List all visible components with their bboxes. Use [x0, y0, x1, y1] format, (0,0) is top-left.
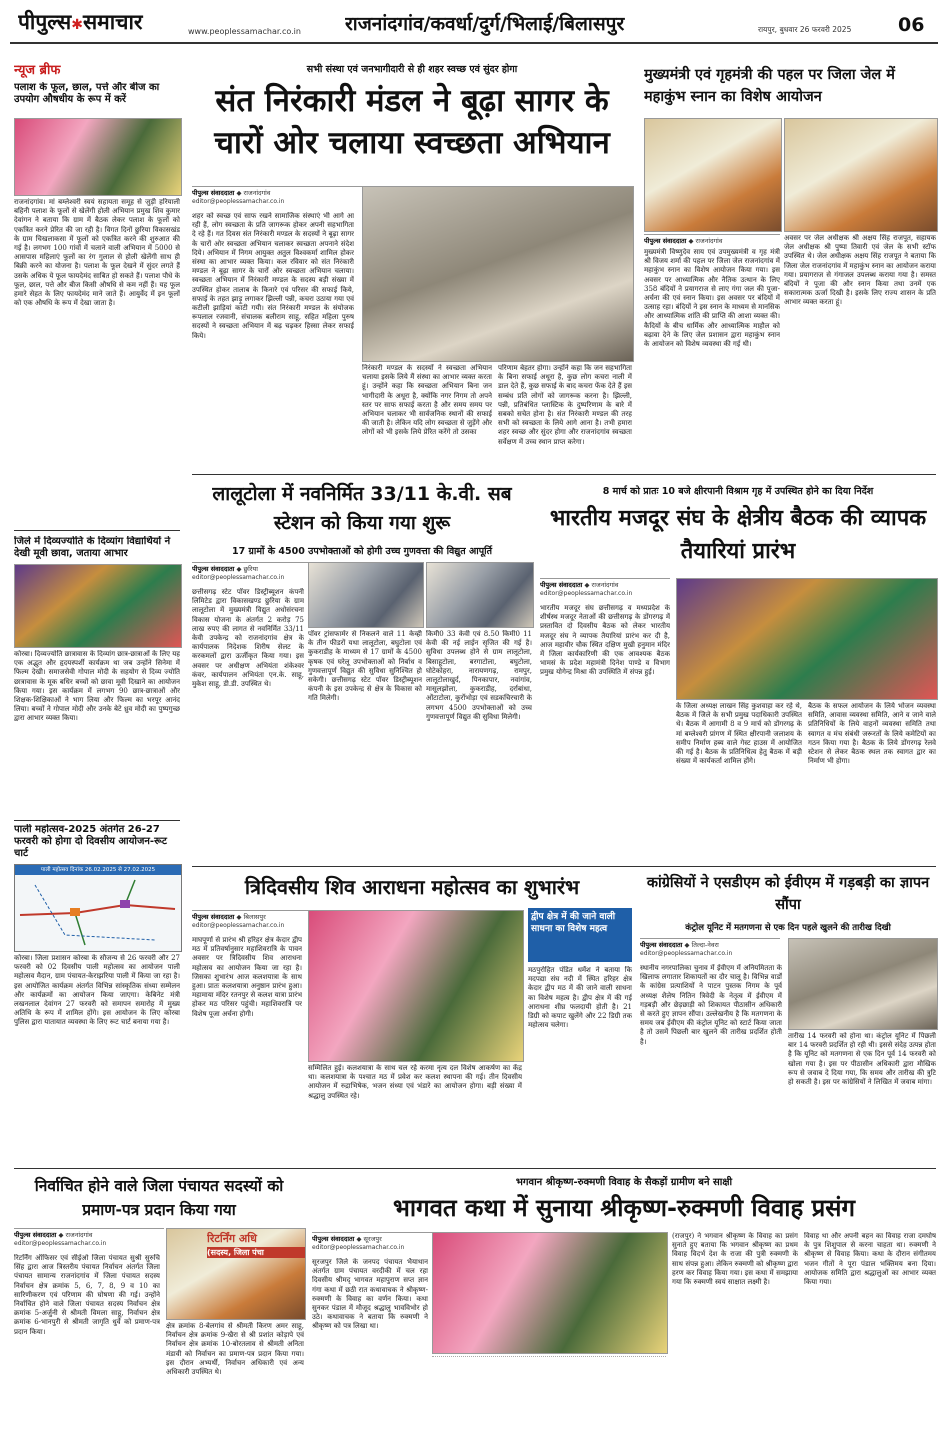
panchayat-email[interactable]: editor@peoplessamachar.co.in — [14, 1240, 107, 1247]
lead-byline-place: राजनांदगांव — [243, 189, 271, 197]
bms-photo — [676, 578, 938, 700]
news-brief-label: न्यूज ब्रीफ — [14, 63, 61, 78]
congress-byline-place: तिल्दा-नेवरा — [691, 941, 719, 949]
jail-col1: मुख्यमंत्री विष्णुदेव साय एवं उपमुख्यमंत्री व गृह मंत्री श्री विजय शर्मा की पहल पर जिला जेल राजनांदगांव में महाकुंभ स्नान का विशेष आयोजन किया गया। इस अवसर पर आध्यात्मिक और नैतिक उत्थान के लिए 358 बंदियों ने प्रयागराज से लाए गंगा जल की पूजा-अर्चना की एवं स्नान किया। इस अवसर पर बंदियों में उत्साह रहा। बंदियों ने इस स्नान के माध्यम से मानसिक और आध्यात्मिक शांति की प्राप्ति की आशा व्यक्त की। कैदियों के बीच धार्मिक और आध्यात्मिक माहौल को बढ़ावा देने के लिए जेल प्रशासन द्वारा महाकुंभ स्नान के आयोजन को विशेष व्यवस्था की गई थी। — [644, 248, 780, 349]
substation-email[interactable]: editor@peoplessamachar.co.in — [192, 574, 285, 581]
lead-col3: परिणाम बेहतर होगा। उन्होंने कहा कि जन सहभागिता के बिना सफाई अधूरा है, कुछ लोग कचरा नाली में डाल देते हैं, कुछ सफाई के बाद कचरा फेंक देते हैं इस सम्बंध प्रति लोगों को जागरूक करना है। झिल्ली, पन्नी, प्रतिबंधित प्लास्टिक के दुष्परिणाम के बारे में सबको सचेत होना है। संत निरंकारी मण्डल की तरह सभी को स्वच्छता के लिये आगे आना है। तभी हमारा शहर स्वच्छ और सुंदर होगा और राजनांदगांव स्वच्छता सर्वेक्षण में उच्च स्थान प्राप्त करेगा। — [498, 364, 632, 446]
jail-byline: पीपुल्स संवाददाता ◆ राजनांदगांव — [644, 234, 780, 245]
bms-byline: पीपुल्स संवाददाता ◆ राजनांदगांव — [540, 578, 670, 589]
route-road-main — [20, 905, 175, 915]
shiv-byline-name: पीपुल्स संवाददाता — [192, 913, 235, 921]
bhagwat-col3: विवाह था और अपनी बहन का विवाह राजा दमघोष के पुत्र शिशुपाल से करना चाहता था। रुक्मणी ने श्रीकृष्ण से विवाह किया। कथा के दौरान संगीतमय भजन गीतों ने पूरा पंडाल भक्तिमय बना दिया। आयोजक समिति द्वारा श्रद्धालुओं का आभार व्यक्त किया गया। — [804, 1232, 936, 1287]
congress-photo — [788, 938, 938, 1030]
route-map-title: पाली महोत्सव दिनांक 26.02.2025 से 27.02.2025 — [15, 865, 181, 875]
substation-headline: लालूटोला में नवनिर्मित 33/11 के.वी. सब स्टेशन को किया गया शुरू — [212, 483, 512, 534]
substation-byline-place: छुरिया — [243, 565, 258, 573]
bhagwat-byline-name: पीपुल्स संवाददाता — [312, 1235, 355, 1243]
lead-byline: पीपुल्स संवाददाता ◆ राजनांदगांव — [192, 186, 362, 197]
shiv-col2: सम्मिलित हुई। कलशयात्रा के साथ चल रहे करमा नृत्य दल विशेष आकर्षण का केंद्र था। कलशयात्रा के पश्चात मठ में प्रवेश कर कलश स्थापना की गई। तीन दिवसीय आयोजन में रुद्राभिषेक, भजन संध्या एवं भंडारे का आयोजन होगा। बड़ी संख्या में श्रद्धालु उपस्थित रहे। — [308, 1064, 522, 1100]
panchayat-photo — [166, 1228, 306, 1320]
panchayat-photo-banner-2: (सदस्य, जिला पंचा — [207, 1247, 305, 1258]
shiv-col1: माघपूर्णा से प्रारंभ श्री हरिहर क्षेत्र केदार द्वीप मठ में प्रतिवर्षानुसार महाशिवरात्रि के पावन अवसर पर त्रिदिवसीय शिव आराधना महोत्सव का आयोजन किया जा रहा है। जिसका शुभारंभ आज कलशयात्रा के साथ हुआ। प्रातः कलशयात्रा अनुष्ठान प्रारंभ हुआ। महामाया मंदिर रतनपुर से कलश यात्रा प्रारंभ होकर मठ परिसर पहुंची। महाशिवरात्रि पर विशेष पूजा अर्चना होगी। — [192, 936, 302, 1018]
masthead-cities: राजनांदगांव/कवर्धा/दुर्ग/भिलाई/बिलासपुर — [345, 13, 625, 35]
shiv-email[interactable]: editor@peoplessamachar.co.in — [192, 922, 285, 929]
substation-subhead: 17 ग्रामों के 4500 उपभोक्ताओं को होगी उच्च गुणवत्ता की विद्युत आपूर्ति — [231, 546, 492, 557]
congress-byline-name: पीपुल्स संवाददाता — [640, 941, 683, 949]
route-marker-venue — [70, 908, 80, 916]
masthead-logo — [18, 8, 178, 38]
bhagwat-byline: पीपुल्स संवाददाता ◆ सूरजपुर — [312, 1232, 452, 1243]
brief3-body: कोरबा। जिला प्रशासन कोरबा के सौजन्य से 26 फरवरी और 27 फरवरी को 02 दिवसीय पाली महोत्सव का आयोजन पाली महोत्सव मैदान, ग्राम पंचायत-केराझरिया पाली में किया जा रहा है। इस आयोजित कार्यक्रम अंतर्गत विभिन्न सांस्कृतिक संध्या सम्मेलन और कार्यक्रमों का आयोजन किया जाएगा। केबिनेट मंत्री लखनलाल देवांगन 27 फरवरी को समापन समारोह में मुख्य अतिथि के रूप में शामिल होंगे। इस आयोजन के लिए कोरबा पुलिस द्वारा यातायात व्यवस्था के लिए रूट चार्ट बनाया गया है। — [14, 954, 180, 1027]
substation-col1: छत्तीसगढ़ स्टेट पॉवर डिस्ट्रीब्यूशन कंपनी लिमिटेड द्वारा विकासखण्ड छुरिया के ग्राम लालूटोला में मुख्यमंत्री विद्युत अधोसंरचना विकास योजना के अंतर्गत 2 करोड़ 75 लाख रुपए की लागत से नवनिर्मित 33/11 केवी उपकेन्द्र को राजनांदगांव क्षेत्र के कार्यपालक निदेशक शिरीष सेलट के करकमलों द्वारा ऊर्जीकृत किया गया। इस अवसर पर अधीक्षण अभियंता शंकेश्वर कंवर, कार्यपालन अभियंता एन.के. साहू, मुकेश साहू, डी.डी. उपस्थित थे। — [192, 588, 304, 689]
shiv-box-title: द्वीप क्षेत्र में की जाने वाली साधना का विशेष महत्व — [528, 908, 632, 962]
bhagwat-col2: (राजपुर) ने भगवान श्रीकृष्ण के विवाह का प्रसंग सुनाते हुए बताया कि भगवान श्रीकृष्ण का प्रथम विवाह विदर्भ देश के राजा की पुत्री रुक्मणी के साथ संपन्न हुआ। लेकिन रुक्मणी को श्रीकृष्ण द्वारा हरण कर विवाह किया गया। इस कथा में समझाया गया कि रुक्मणी स्वयं साक्षात लक्ष्मी है। — [672, 1232, 798, 1287]
bhagwat-email[interactable]: editor@peoplessamachar.co.in — [312, 1244, 405, 1251]
congress-subhead: कंट्रोल यूनिट में मतगणना से एक दिन पहले खुलने की तारीख दिखी — [685, 923, 891, 933]
bhagwat-kicker: भगवान श्रीकृष्ण-रुक्मणी विवाह के सैकड़ों ग्रामीण बने साक्षी — [515, 1177, 733, 1188]
page-number: 06 — [898, 14, 925, 36]
lead-email[interactable]: editor@peoplessamachar.co.in — [192, 198, 285, 205]
bms-col3: बैठक के सफल आयोजन के लिये भोजन व्यवस्था समिति, आवास व्यवस्था समिति, आने व जाने वाले प्रतिनिधियों के लिये वाहनों व्यवस्था समिति तथा स्वागत व मंच संबंधी जरूरतों के लिये कमेटियों का गठन किया गया है। बैठक के लिये डोंगरगढ़ रेलवे स्टेशन से लेकर बैठक स्थल तक स्वागत द्वार का निर्माण भी होगा। — [808, 702, 936, 766]
substation-photo-1 — [308, 562, 424, 628]
panchayat-photo-banner: रिटर्निंग अधि — [207, 1232, 257, 1245]
panchayat-col2: क्षेत्र क्रमांक 8-बेलगांव से श्रीमती किरण अमर साहू, निर्वाचन क्षेत्र क्रमांक 9-खैरा से श्री प्रशांत कोड़ापे एवं निर्वाचन क्षेत्र क्रमांक 10-बोरतलाव से श्रीमती अनिता मंडावी को निर्वाचन का प्रमाण-पत्र प्रदान किया गया। इस दौरान अभ्यर्थी, निर्वाचन अधिकारी एवं अन्य अधिकारी उपस्थित थे। — [166, 1322, 304, 1377]
lead-kicker: सभी संस्था एवं जनभागीदारी से ही शहर स्वच्छ एवं सुंदर होगा — [306, 64, 518, 75]
bms-col1: भारतीय मजदूर संघ छत्तीसगढ़ व मध्यप्रदेश के शीर्षस्थ मजदूर नेताओं की छत्तीसगढ़ के डोंगरगढ़ में प्रस्तावित दो दिवसीय बैठक को लेकर भारतीय मजदूर संघ ने व्यापक तैयारियां प्रारंभ कर दी है, आज महावीर चौक स्थित दक्षिण मुखी हनुमान मंदिर में जिला कार्यकारिणी की एक आवश्यक बैठक भामसं के प्रदेश महामंत्री दिनेश पाण्डे व विभाग प्रमुख योगेन्द्र मिश्रा की उपस्थिति में संपन्न हुई। — [540, 604, 670, 677]
substation-byline-name: पीपुल्स संवाददाता — [192, 565, 235, 573]
shiv-headline: त्रिदिवसीय शिव आराधना महोत्सव का शुभारंभ — [244, 875, 580, 899]
panchayat-headline: निर्वाचित होने वाले जिला पंचायत सदस्यों को प्रमाण-पत्र प्रदान किया गया — [34, 1177, 284, 1219]
shiv-photo — [308, 910, 524, 1062]
congress-byline: पीपुल्स संवाददाता ◆ तिल्दा-नेवरा — [640, 938, 780, 949]
bms-byline-name: पीपुल्स संवाददाता — [540, 581, 583, 589]
jail-headline: मुख्यमंत्री एवं गृहमंत्री की पहल पर जिला जेल में महाकुंभ स्नान का विशेष आयोजन — [644, 67, 895, 105]
brief1-body: राजनांदगांव। मां बम्लेश्वरी स्वयं सहायता समूह से जुड़ी हरियाली बहिनी पलाश के फूलों से खेलेंगी होली अभियान प्रमुख शिव कुमार देवांगन ने बताया कि ग्राम में बैठक लेकर पलाश के फूलों को एकत्रित करने प्रेरित की जा रही है। विगत दिनों छुरिया विकासखंड के ग्राम चिखलाकसा में फूलों को एकत्रित करने की शुरुआत की गई है। लगभग 100 गांवों में चलाने वाली अभियान में 5000 से आसपास महिलाएं फूलों का रंग गुलाल से होली खेलेंगी साथ ही बिक्री करने का योजना है। पलाश के फूल देखने में सुंदर लगते हैं उसके अधिक ये फूल फायदेमंद साबित हो सकते हैं। पलाश पौधे के फूल, छाल, पत्ते और बीज किसी औषधि से कम नहीं हैं। यह फूल हमारे सेहत के लिए फायदेमंद माने जाते हैं। आयुर्वेद में इन फूलों को एक औषधि के रूप में देखा जाता है। — [14, 198, 180, 308]
row1-divider — [192, 474, 936, 475]
route-map-graphic — [15, 875, 181, 951]
bhagwat-col1-cont — [432, 1356, 666, 1437]
panchayat-byline-name: पीपुल्स संवाददाता — [14, 1231, 57, 1239]
logo-star-icon: ✱ — [71, 17, 83, 33]
route-road-alt — [35, 885, 155, 940]
brief2-body: कोरबा। दिव्यज्योति छात्रावास के दिव्यांग छात्र-छात्राओं के लिए यह एक अद्भुत और हृदयस्पर्शी कार्यक्रम था जब उन्होंने सिनेमा में फिल्म देखी। समाजसेवी गोपाल मोदी के सहयोग से दिव्य ज्योति छात्रावास के मूक बधिर बच्चों को छावा मूवी दिखाने का आयोजन किया गया। इस कार्यक्रम में लगभग 90 छात्र-छात्राओं और शिक्षक-शिक्षिकाओं ने भाग लिया और फिल्म का भरपूर आनंद लिया। बच्चों ने गोपाल मोदी और उनके बेटे ध्रुव मोदी का पुष्पगुच्छ द्वारा आभार व्यक्त किया। — [14, 650, 180, 723]
route-map — [14, 864, 182, 952]
brief3-title: पाली महोत्सव-2025 अंतर्गत 26-27 फरवरी को होगा दो दिवसीय आयोजन-रूट चार्ट — [14, 824, 167, 859]
bms-headline: भारतीय मजदूर संघ के क्षेत्रीय बैठक की व्यापक तैयारियां प्रारंभ — [549, 506, 927, 564]
congress-col1: स्थानीय नगरपालिका चुनाव में ईवीएम में अनियमितता के खिलाफ लगातार शिकायतों का दौर चालू है। विभिन्न वार्डों के कांग्रेस प्रत्याशियों ने पाटन पुस्तक निगम के पूर्व अध्यक्ष शैलेष नितिन त्रिवेदी के नेतृत्व में ईवीएम में गड़बड़ी और छेड़छाड़ी को शिकायत पीठासीन अधिकारी से करते हुए ज्ञापन सौंपा। उल्लेखनीय है कि मतगणना के समय जब ईवीएम की कंट्रोल यूनिट को स्टार्ट किया जाता है तो उसमें पिछली बार खुलने की तारीख प्रदर्शित होती है। — [640, 964, 782, 1046]
jail-col2: अवसर पर जेल अधीक्षक श्री अक्षय सिंह राजपूत, सहायक जेल अधीक्षक श्री पुष्पा तिवारी एवं जेल के सभी स्टॉफ उपस्थित थे। जेल अधीक्षक अक्षय सिंह राजपूत ने बताया कि जिला जेल राजनांदगांव में महाकुंभ स्नान का आयोजन कराया गया। प्रयागराज से गंगाजल उपलब्ध कराया गया है। समस्त बंदियों ने पूजा की और स्नान किया तथा उनमें एक सकारात्मक ऊर्जा दिखी है। इसके लिए राज्य शासन के प्रति आभार व्यक्त करता हूं। — [784, 234, 936, 307]
substation-col2: पॉवर ट्रांसफार्मर से निकलने वाले 11 केव्ही के तीन फीडरों यथा लालूटोला, बघुटोला एवं कुकराडीह के माध्यम से 17 ग्रामों के 4500 कृषक एवं घरेलू उपभोक्ताओं को निर्बाध व गुणवत्तापूर्ण विद्युत की सुविधा सुनिश्चित हो सकेगी। छत्तीसगढ़ स्टेट पॉवर डिस्ट्रीब्यूशन कंपनी के इस उपकेन्द्र से क्षेत्र के विकास को गति मिलेगी। — [308, 630, 422, 703]
row3-divider — [14, 1168, 936, 1169]
substation-col3: किमी0 33 केवी एवं 8.50 किमी0 11 केवी की नई लाईन सृजित की गई है। सुविधा उपलब्ध होने से ग्राम लालूटोला, बिसाहूटोला, बरगाटोला, बघुटोला, घोटेकोहरा, नारायणगढ़, रामपुर, लालूटोलाखुर्द, पिनकापार, नवांगांव, मासूलझोला, कुकराडीह, दर्राबांधा, ओंटाटोला, कुर्रोभोड़ा एवं सडकचिरचारी के लगभग 4500 उपभोक्ताओं को उच्च गुणवत्तापूर्ण विद्युत की सुविधा मिलेगी। — [426, 630, 532, 721]
congress-headline: कांग्रेसियों ने एसडीएम को ईवीएम में गड़बड़ी का ज्ञापन सौंपा — [646, 875, 930, 913]
substation-photo-2 — [426, 562, 534, 628]
shiv-box-body: मठपुरोहित पंडित धर्मेश ने बताया कि मदपद्या संघ नदी में स्थित हरिहर क्षेत्र केदार द्वीप मठ में की जाने वाली साधना का विशेष महत्व है। द्वीप क्षेत्र में की गई आराधना शीघ्र फलदायी होती है। 21 डिग्री को कपाट खुलेंगे और 22 डिग्री तक महोत्सव चलेगा। — [528, 966, 632, 1030]
lead-byline-name: पीपुल्स संवाददाता — [192, 189, 235, 197]
row2-divider — [192, 866, 936, 867]
bms-byline-place: राजनांदगांव — [591, 581, 619, 589]
brief1-title: पलाश के फूल, छाल, पत्ते और बीज का उपयोग औषधीय के रूप में करें — [14, 82, 160, 105]
bhagwat-photo — [432, 1232, 668, 1354]
shiv-byline: पीपुल्स संवाददाता ◆ बिलासपुर — [192, 910, 332, 921]
panchayat-byline-place: राजनांदगांव — [65, 1231, 93, 1239]
congress-email[interactable]: editor@peoplessamachar.co.in — [640, 950, 733, 957]
congress-col2: तारीख 14 फरवरी को होना था। कंट्रोल यूनिट में पिछली बार 14 फरवरी प्रदर्शित हो रही थी। इससे संदेह उत्पन्न होता है कि यूनिट को मतगणना से एक दिन पूर्व 14 फरवरी को खोला गया है। इस पर पीठासीन अधिकारी द्वारा मौखिक रूप से जवाब दे दिया गया, कि समय और तारीख की त्रुटि हो सकती है। इस पर कांग्रेसियों ने लिखित में जवाब मांगा। — [788, 1032, 936, 1087]
jail-photo-2 — [784, 118, 938, 232]
lead-photo — [362, 186, 634, 362]
bms-kicker: 8 मार्च को प्रातः 10 बजे क्षीरपानी विश्राम गृह में उपस्थित होने का दिया निर्देश — [602, 486, 874, 497]
bhagwat-col1: सूरजपुर जिले के जनपद पंचायत भैयाथान अंतर्गत ग्राम पंचायत वरदीकी में चल रहा दिवसीय श्रीमद् भागवत महापुराण सप्त ज्ञान गंगा कथा में छठी रात कथावाचक ने श्रीकृष्ण-रुक्मणी के विवाह का वर्णन किया। कथा सुनकर पंडाल में मौजूद श्रद्धालु भावविभोर हो उठे। कथावाचक ने बताया कि रुक्मणी ने श्रीकृष्ण को पत्र लिखा था। — [312, 1258, 428, 1331]
bhagwat-headline: भागवत कथा में सुनाया श्रीकृष्ण-रुक्मणी विवाह प्रसंग — [392, 1194, 856, 1222]
substation-byline: पीपुल्स संवाददाता ◆ छुरिया — [192, 562, 332, 573]
masthead — [0, 0, 945, 44]
brief2-photo — [14, 564, 182, 648]
masthead-logo-left: पीपुल्स — [18, 10, 72, 34]
bhagwat-byline-place: सूरजपुर — [363, 1235, 382, 1243]
brief-divider-1 — [14, 530, 180, 531]
route-marker-parking — [120, 900, 130, 908]
masthead-logo-right: समाचार — [82, 10, 143, 34]
jail-byline-place: राजनांदगांव — [695, 237, 723, 245]
shiv-box — [528, 908, 632, 1162]
lead-col2: निरंकारी मण्डल के सदस्यों ने स्वच्छता अभियान चलाया इसके लिये मैं संस्था का आभार व्यक्त करता हूं। उन्होंने कहा कि स्वच्छता अभियान बिना जन भागीदारी के अधूरा है, क्योंकि नगर निगम तो अपने स्तर पर साफ सफाई करता है और समय समय पर अभियान चलाकर भी सार्वजनिक स्थानों की सफाई की जाती है। लेकिन यदि लोग स्वच्छता से जुड़ेंगे और लोगों को भी इसके लिये प्रेरित करेंगे तो उसका — [362, 364, 492, 437]
lead-headline: संत निरंकारी मंडल ने बूढ़ा सागर के चारों ओर चलाया स्वच्छता अभियान — [214, 83, 610, 161]
brief1-photo — [14, 118, 182, 196]
bms-email[interactable]: editor@peoplessamachar.co.in — [540, 590, 633, 597]
panchayat-byline: पीपुल्स संवाददाता ◆ राजनांदगांव — [14, 1228, 164, 1239]
masthead-rule — [10, 42, 938, 44]
lead-col1: शहर को स्वच्छ एवं साफ रखने सामाजिक संस्थाएं भी आगे आ रही हैं, लोग स्वच्छता के प्रति जागरूक होकर अपनी सहभागिता दे रहे हैं। गत दिवस संत निरंकारी मण्डल के सदस्यों ने बूढ़ा सागर के चारों ओर स्वच्छता अभियान चलाकर स्वच्छता अपनाने संदेश दिये। अभियान में निगम आयुक्त अतुल विश्वकर्मा शामिल होकर संस्था का आभार व्यक्त किया। कल रविवार को संत निरंकारी मण्डल ने बूढ़ा सागर के चारों ओर स्वच्छता अभियान चलाया। स्वच्छता अभियान में निरंकारी मण्डल के सदस्य बड़ी संख्या में उपस्थित होकर तालाब के किनारे एवं परिसर की सफाई किये, सफाई के तहत झाड़ू लगाकर झिल्ली पन्नी, कचरा उठाया गया एवं कटीली झाड़ियां काटी गयी। संत निरंकारी मण्डल के संयोजक रूपलाल रजवानी, संचालक बलीराम साहू, सहित महिला पुरुष सदस्यों ने स्वच्छता अभियान में बढ़ चढ़कर हिस्सा लेकर सफाई किये। — [192, 212, 354, 340]
bms-col2: के जिला अध्यक्ष लाखन सिंह कुशवाहा कर रहे थे, बैठक में जिले के सभी प्रमुख पदाधिकारी उपस्थित थे। बैठक में आगामी 8 व 9 मार्च को डोंगरगढ़ के मां बम्लेश्वरी प्रांगण में स्थित क्षीरपानी जलाशय के समीप निर्माण हब्य वाले गेस्ट हाउस में आयोजित की गई है। बैठक के प्रतिनिधित्व हेतु बैठक में बड़ी संख्या में कार्यकर्ता शामिल होंगे। — [676, 702, 802, 766]
brief2-title: जिले में दिव्यज्योति के दिव्यांग विद्यार्थियों ने देखी मूवी छावा, जताया आभार — [14, 536, 171, 559]
panchayat-col1: रिटर्निंग ऑफिसर एवं सीईओ जिला पंचायत सुश्री सुरुचि सिंह द्वारा आज त्रिस्तरीय पंचायत निर्वाचन अंतर्गत जिला पंचायत सामान्य राजनांदगांव में जिला पंचायत सदस्य निर्वाचन क्षेत्र क्रमांक 5, 6, 7, 8, 9 व 10 का सारिणीकरण एवं परिणाम की घोषणा की गई। उन्होंने निर्वाचित होने वाले जिला पंचायत सदस्य निर्वाचन क्षेत्र क्रमांक 5-अर्जुनी से श्रीमती विमला साहू, निर्वाचन क्षेत्र क्रमांक 6-भानपुरी से श्रीमती जागृति धुर्वे को प्रमाण-पत्र प्रदान किया। — [14, 1254, 160, 1336]
shiv-byline-place: बिलासपुर — [243, 913, 266, 921]
masthead-website[interactable]: www.peoplessamachar.co.in — [188, 27, 301, 36]
jail-byline-name: पीपुल्स संवाददाता — [644, 237, 687, 245]
masthead-dateline: रायपुर, बुधवार 26 फरवरी 2025 — [758, 25, 852, 34]
brief-divider-2 — [14, 820, 180, 821]
jail-photo-1 — [644, 118, 782, 232]
